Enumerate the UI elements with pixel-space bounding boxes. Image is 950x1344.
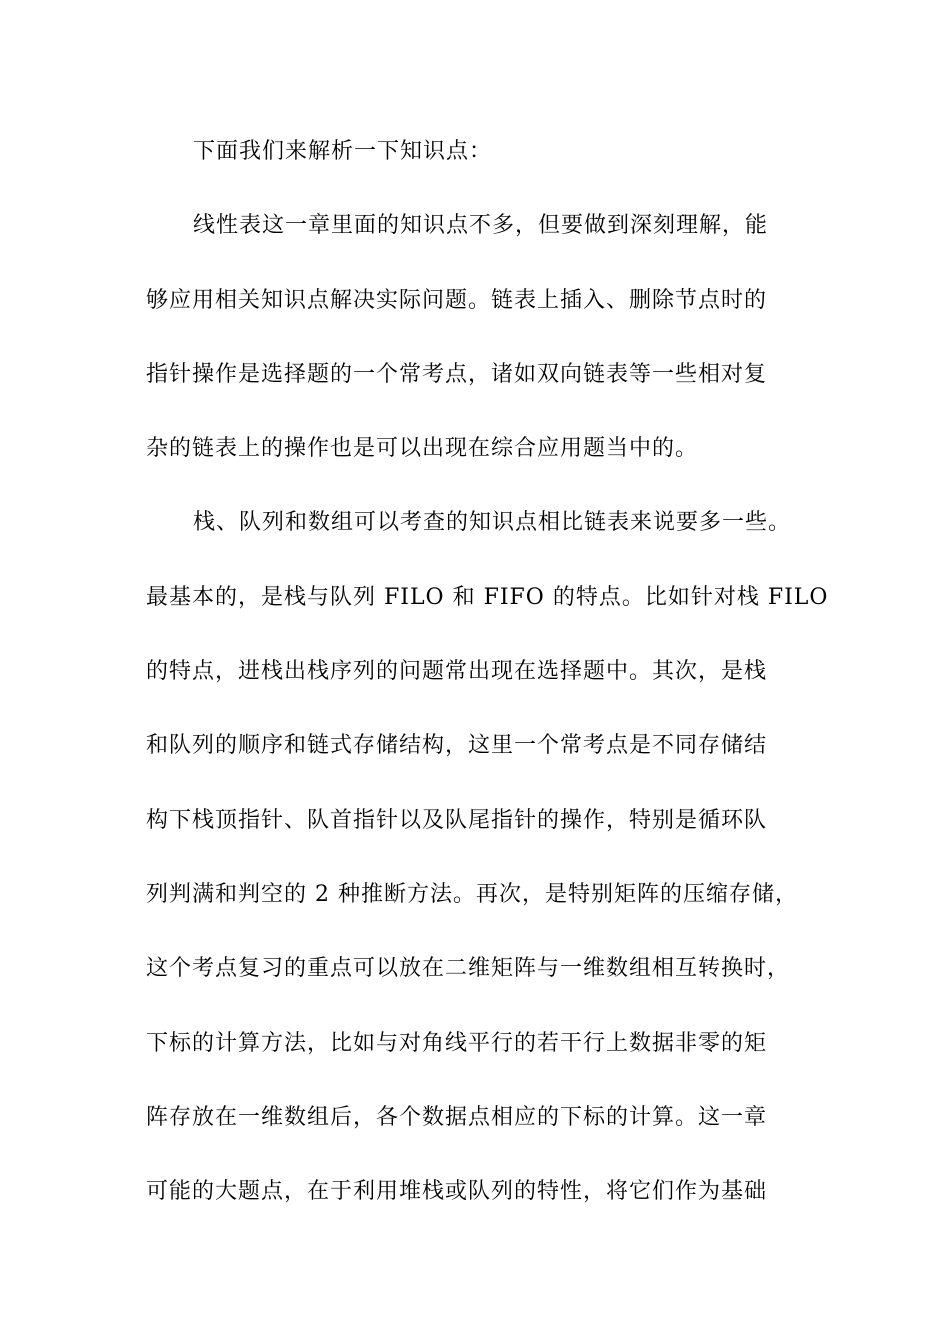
text-line-5: 杂的链表上的操作也是可以出现在综合应用题当中的。 (146, 436, 699, 461)
text-line-7: 最基本的，是栈与队列 FILO 和 FIFO 的特点。比如针对栈 FILO (146, 585, 829, 610)
text-line-10: 构下栈顶指针、队首指针以及队尾指针的操作，特别是循环队 (146, 808, 768, 833)
text-line-9: 和队列的顺序和链式存储结构，这里一个常考点是不同存储结 (146, 733, 768, 758)
text-line-13: 下标的计算方法，比如与对角线平行的若干行上数据非零的矩 (146, 1031, 768, 1056)
text-line-1: 下面我们来解析一下知识点： (193, 139, 493, 164)
text-line-14: 阵存放在一维数组后，各个数据点相应的下标的计算。这一章 (146, 1105, 768, 1130)
text-line-3: 够应用相关知识点解决实际问题。链表上插入、删除节点时的 (146, 288, 768, 313)
text-line-15: 可能的大题点，在于利用堆栈或队列的特性，将它们作为基础 (146, 1179, 768, 1204)
text-line-4: 指针操作是选择题的一个常考点，诸如双向链表等一些相对复 (146, 362, 768, 387)
text-line-2: 线性表这一章里面的知识点不多，但要做到深刻理解，能 (193, 213, 769, 238)
text-line-12: 这个考点复习的重点可以放在二维矩阵与一维数组相互转换时， (146, 956, 791, 981)
text-line-6: 栈、队列和数组可以考查的知识点相比链表来说要多一些。 (193, 510, 792, 535)
text-line-8: 的特点，进栈出栈序列的问题常出现在选择题中。其次，是栈 (146, 659, 768, 684)
text-line-11: 列判满和判空的 2 种推断方法。再次，是特别矩阵的压缩存储， (146, 882, 798, 907)
